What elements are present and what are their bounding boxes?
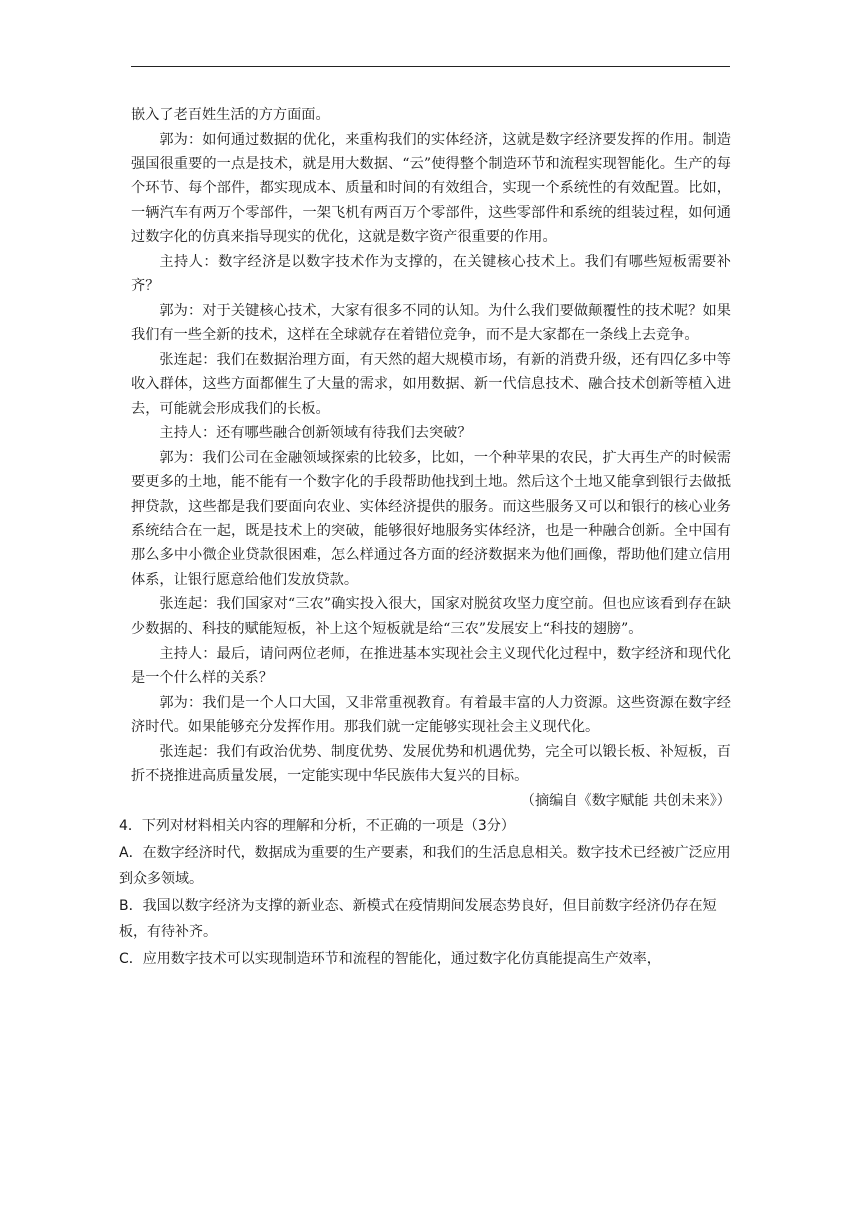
paragraph: 郭为：如何通过数据的优化，来重构我们的实体经济，这就是数字经济要发挥的作用。制造强国很重要的一点是技术，就是用大数据、“云”使得整个制造环节和流程实现智能化。生产的每个环节、每个部件，都实现成本、质量和时间的有效组合，实现一个系统性的有效配置。比如，一辆汽车有两万个零部件，一架飞机有两百万个零部件，这些零部件和系统的组装过程，如何通过数字化的仿真来指导现实的优化，这就是数字资产很重要的作用。 [131,131,731,245]
article-body [119,103,731,972]
paragraph: 嵌入了老百姓生活的方方面面。 [131,107,330,123]
option-a: A．在数字经济时代，数据成为重要的生产要素，和我们的生活息息相关。数字技术已经被广泛应用到众多领域。 [119,844,731,888]
paragraph: 郭为：我们是一个人口大国，又非常重视教育。有着最丰富的人力资源。这些资源在数字经济时代。如果能够充分发挥作用。那我们就一定能够实现社会主义现代化。 [131,694,731,735]
header-rule [131,66,730,67]
paragraph: 郭为：我们公司在金融领域探索的比较多，比如，一个种苹果的农民，扩大再生产的时候需要更多的土地，能不能有一个数字化的手段帮助他找到土地。然后这个土地又能拿到银行去做抵押贷款，这些都是我们要面向农业、实体经济提供的服务。而这些服务又可以和银行的核心业务系统结合在一起，既是技术上的突破，能够很好地服务实体经济，也是一种融合创新。全中国有那么多中小微企业贷款很困难，怎么样通过各方面的经济数据来为他们画像，帮助他们建立信用体系，让银行愿意给他们发放贷款。 [131,450,731,588]
option-b: B．我国以数字经济为支撑的新业态、新模式在疫情期间发展态势良好，但目前数字经济仍存在短板，有待补齐。 [119,897,717,941]
source-citation: （摘编自《数字赋能 共创未来》） [520,792,731,809]
question-block [119,813,731,972]
paragraph: 张连起：我们国家对“三农”确实投入很大，国家对脱贫攻坚力度空前。但也应该看到存在缺少数据的、科技的赋能短板，补上这个短板就是给“三农”发展安上“科技的翅膀”。 [131,596,731,637]
paragraph: 主持人：最后，请问两位老师，在推进基本实现社会主义现代化过程中，数字经济和现代化是一个什么样的关系？ [131,645,731,686]
question-stem: 4．下列对材料相关内容的理解和分析，不正确的一项是（3分） [119,818,515,835]
option-c: C．应用数字技术可以实现制造环节和流程的智能化，通过数字化仿真能提高生产效率， [119,950,661,967]
paragraph: 主持人：还有哪些融合创新领域有待我们去突破？ [159,425,472,442]
paragraph: 郭为：对于关键核心技术，大家有很多不同的认知。为什么我们要做颠覆性的技术呢？如果我们有一些全新的技术，这样在全球就存在着错位竞争，而不是大家都在一条线上去竞争。 [131,302,731,344]
paragraph: 主持人：数字经济是以数字技术作为支撑的，在关键核心技术上。我们有哪些短板需要补齐？ [131,253,731,295]
paragraph: 张连起：我们有政治优势、制度优势、发展优势和机遇优势，完全可以锻长板、补短板，百折不挠推进高质量发展，一定能实现中华民族伟大复兴的目标。 [131,743,731,785]
paragraph: 张连起：我们在数据治理方面，有天然的超大规模市场，有新的消费升级，还有四亿多中等收入群体，这些方面都催生了大量的需求，如用数据、新一代信息技术、融合技术创新等植入进去，可能就会形成我们的长板。 [131,351,731,417]
